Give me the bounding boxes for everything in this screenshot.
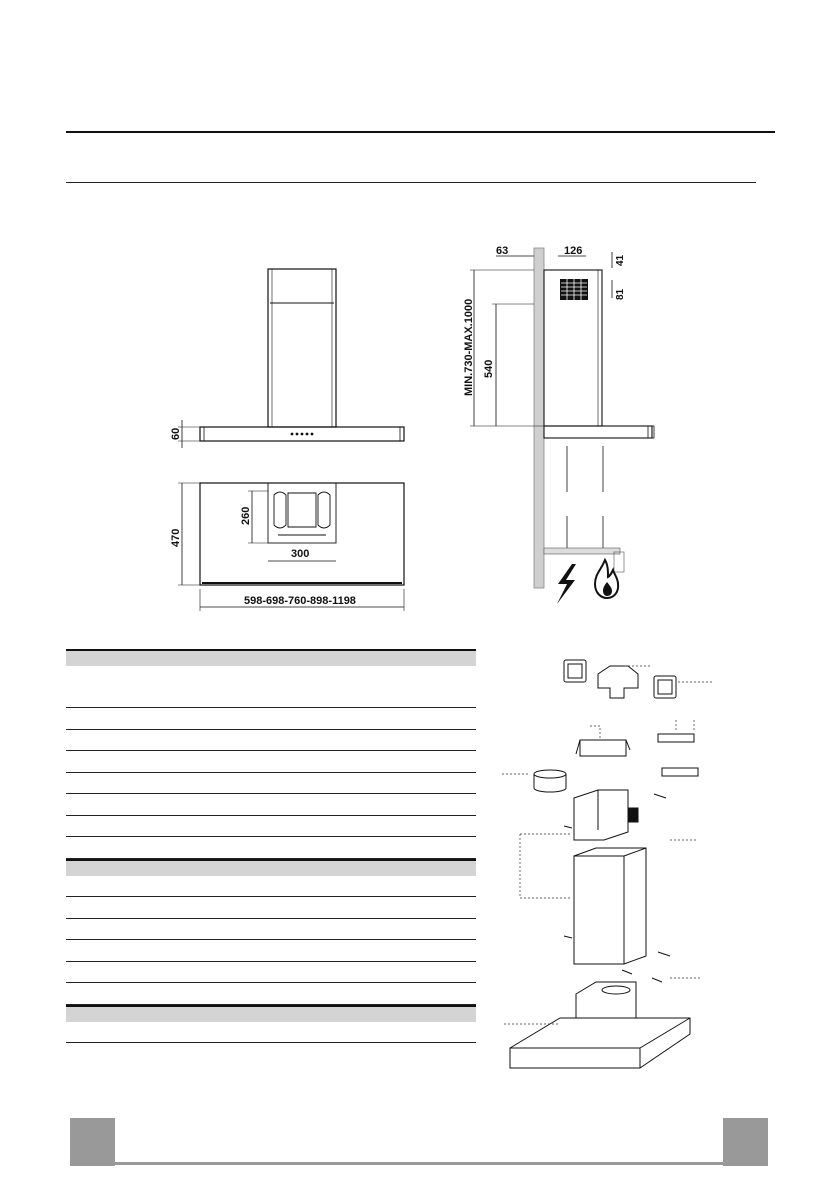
dim-470: 470 bbox=[170, 528, 182, 547]
canopy-side bbox=[544, 426, 652, 438]
table-row bbox=[66, 708, 476, 730]
dim-60: 60 bbox=[170, 427, 182, 440]
dim-540: 540 bbox=[483, 359, 495, 378]
footer-tab-right bbox=[723, 1118, 768, 1166]
table-row bbox=[66, 816, 476, 838]
front-view-drawing bbox=[160, 255, 425, 620]
dim-126: 126 bbox=[564, 245, 583, 257]
chimney bbox=[268, 269, 336, 427]
table-row bbox=[66, 730, 476, 752]
cooktop bbox=[544, 548, 620, 554]
table-row bbox=[66, 751, 476, 773]
subheader-rule bbox=[66, 182, 756, 183]
plan-outline bbox=[200, 483, 404, 585]
component-table bbox=[66, 649, 476, 1043]
footer-line bbox=[114, 1162, 724, 1165]
table-row bbox=[66, 666, 476, 708]
wall-bracket bbox=[662, 768, 698, 776]
footer-tab-left bbox=[70, 1118, 115, 1166]
table-row bbox=[66, 983, 476, 1005]
t-connector bbox=[598, 666, 638, 698]
table-row bbox=[66, 837, 476, 859]
table-section-header bbox=[66, 859, 476, 876]
dim-widths: 598-698-760-898-1198 bbox=[244, 595, 356, 607]
dim-min-max: MIN.730-MAX.1000 bbox=[463, 298, 475, 396]
header-rule bbox=[66, 131, 775, 133]
table-row bbox=[66, 1022, 476, 1044]
table-row bbox=[66, 962, 476, 984]
adapter-small bbox=[564, 660, 586, 682]
adapter-right bbox=[654, 676, 676, 698]
duct-collar bbox=[534, 770, 566, 778]
table-section-header bbox=[66, 649, 476, 666]
table-section-header bbox=[66, 1005, 476, 1022]
table-row bbox=[66, 773, 476, 795]
table-row bbox=[66, 897, 476, 919]
dim-300: 300 bbox=[291, 548, 310, 560]
side-view-drawing bbox=[460, 242, 670, 610]
exploded-view-drawing bbox=[498, 650, 730, 1090]
canopy-body bbox=[510, 1018, 690, 1068]
table-row bbox=[66, 919, 476, 941]
table-row bbox=[66, 876, 476, 898]
dim-81: 81 bbox=[615, 288, 626, 300]
chimney-bracket bbox=[576, 740, 630, 756]
dim-63: 63 bbox=[496, 245, 509, 257]
table-row bbox=[66, 940, 476, 962]
filter-unit bbox=[268, 483, 336, 543]
lower-chimney bbox=[574, 848, 646, 964]
control-buttons bbox=[291, 433, 314, 436]
upper-chimney bbox=[574, 790, 628, 840]
wall bbox=[534, 248, 544, 588]
dim-41: 41 bbox=[615, 254, 626, 266]
dim-260: 260 bbox=[240, 506, 252, 525]
electric-lightning-icon bbox=[557, 564, 576, 604]
wall-bracket bbox=[658, 734, 694, 742]
table-row bbox=[66, 794, 476, 816]
